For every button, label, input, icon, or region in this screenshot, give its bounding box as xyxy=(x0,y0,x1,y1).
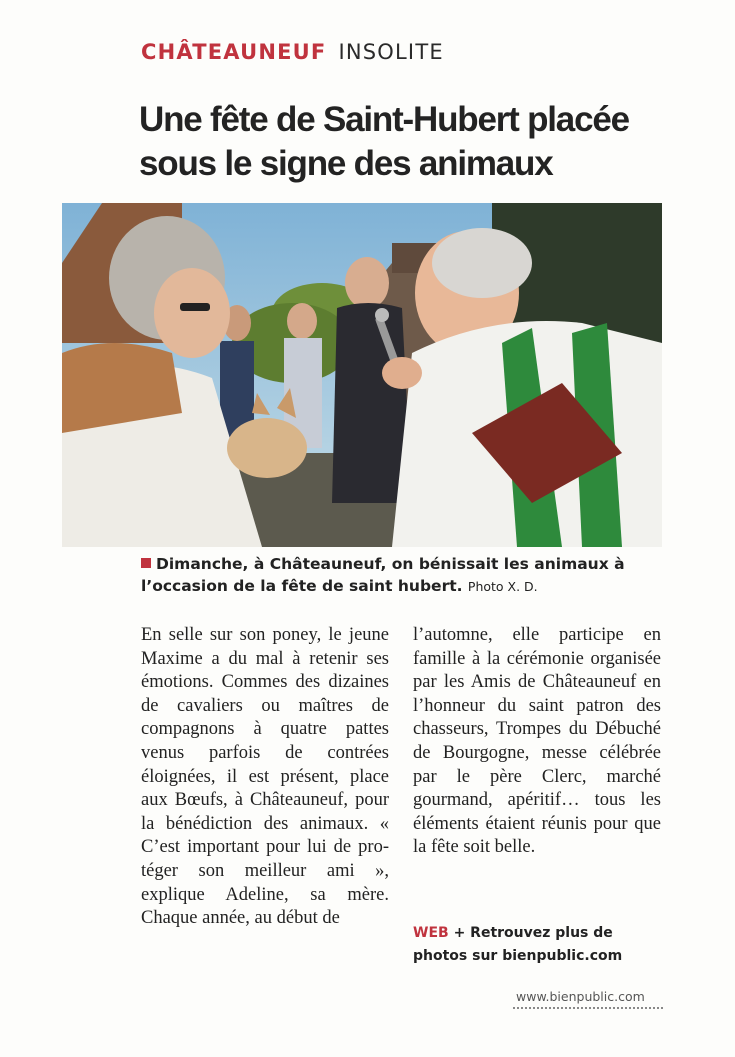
body-column-2 xyxy=(413,624,661,860)
web-tag: WEB xyxy=(413,925,449,941)
section-place: CHÂTEAUNEUF xyxy=(141,40,327,64)
article-headline: Une fête de Saint-Hubert placée sous le signe des animaux xyxy=(139,100,629,183)
web-promo xyxy=(413,922,663,968)
body-paragraph-2: l’automne, elle participe en famille à la cérémonie organisée par les Amis de Châteauneuf en l’honneur du saint patron des chasseurs, Trompes du Débuché de Bourgogne, messe célébrée par le père Clerc, marché gourmand, apéritif… tous les éléments étaient réunis pour que la fête soit belle. xyxy=(413,625,661,858)
clipped-previous-text xyxy=(250,0,450,6)
caption-text: Dimanche, à Châteauneuf, on bénissait les animaux à l’occasion de la fête de saint hubert. xyxy=(141,555,625,595)
article-photo xyxy=(62,203,662,547)
body-column-1 xyxy=(141,624,389,931)
photo-credit: Photo X. D. xyxy=(467,579,538,594)
section-category: INSOLITE xyxy=(338,40,444,64)
footer-site: www.bienpublic.com xyxy=(516,989,645,1004)
caption-marker-icon xyxy=(141,558,151,568)
web-promo-text: + Retrouvez plus de photos sur bienpublic.com xyxy=(413,925,623,964)
body-paragraph-1: En selle sur son poney, le jeune Maxime a du mal à retenir ses émotions. Commes des dizaines de cavaliers ou maîtres de compagnons à quatre pattes venus parfois de contrées éloignées, il est présent, place aux Bœufs, à Châteauneuf, pour la bénédiction des animaux. « C’est important pour lui de protéger son meilleur ami », explique Adeline, sa mère. Chaque année, au début de xyxy=(141,625,389,929)
footer-dotted-rule xyxy=(513,1007,663,1009)
photo-blessing-animals-icon xyxy=(62,203,662,547)
section-kicker xyxy=(141,40,444,64)
photo-caption xyxy=(141,553,661,598)
